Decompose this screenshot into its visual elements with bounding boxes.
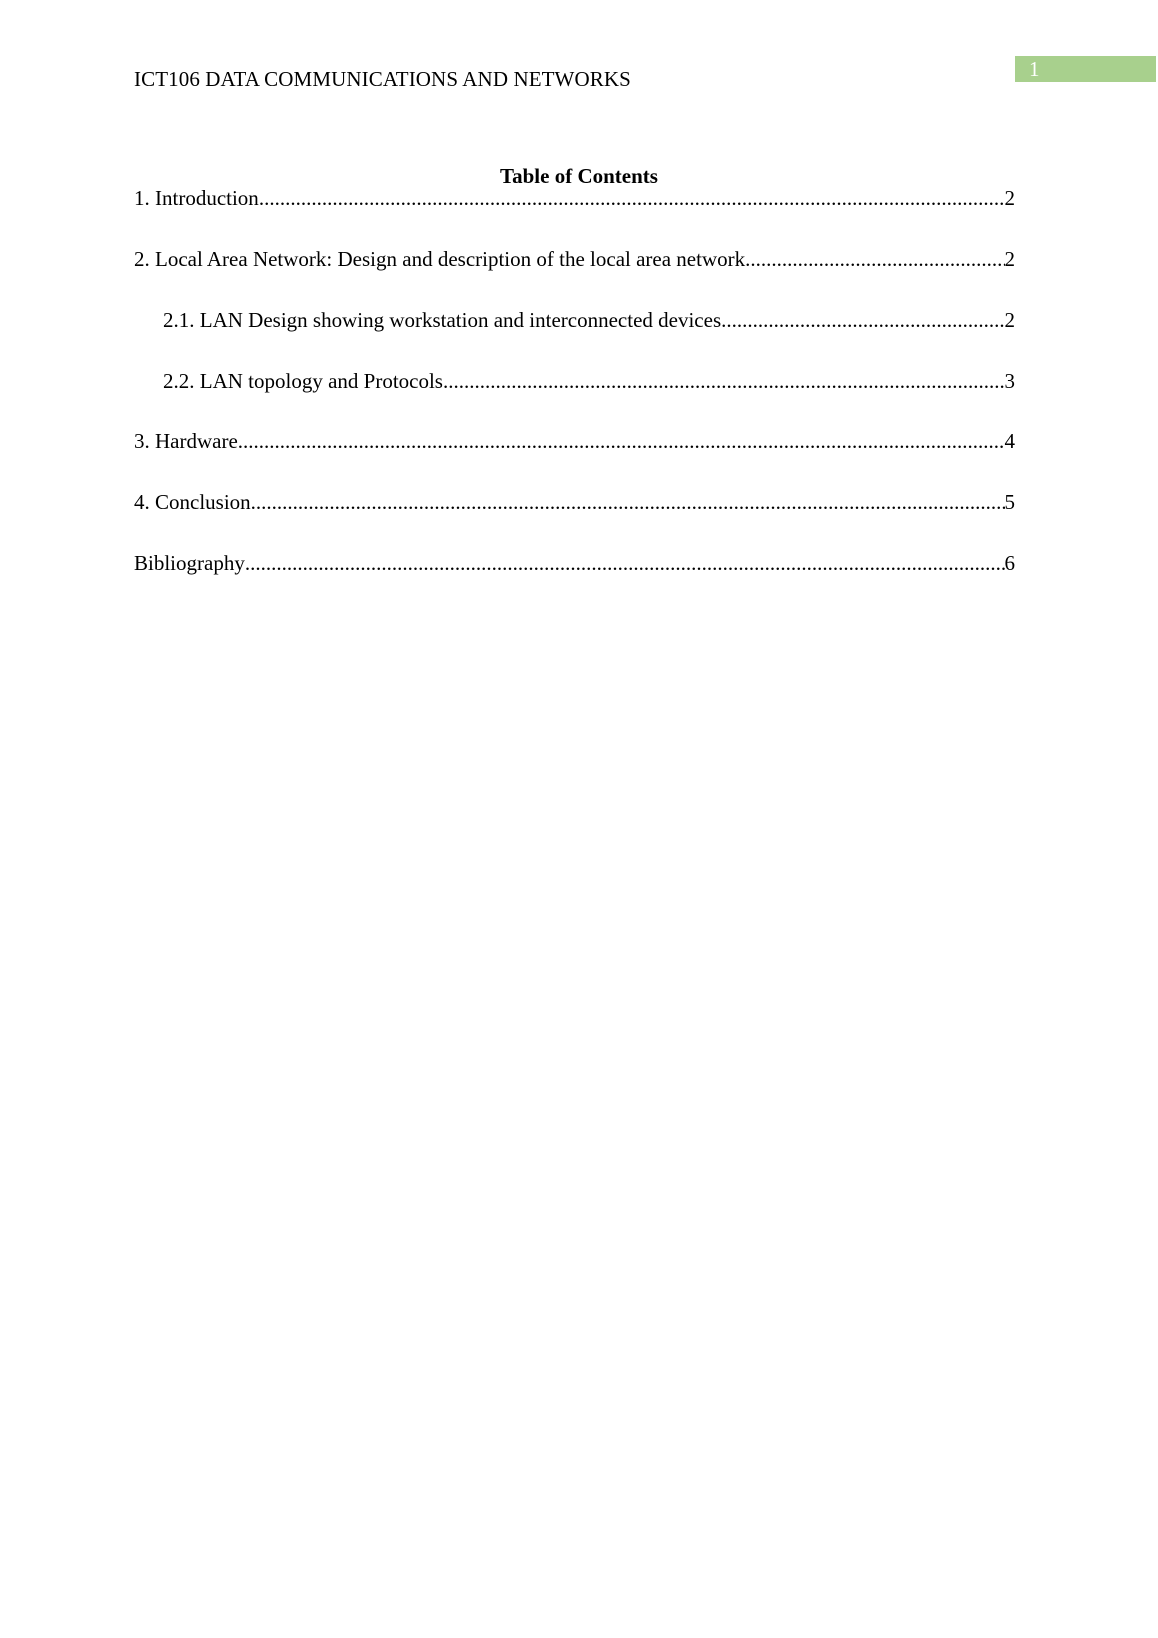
toc-entry-hardware[interactable]	[134, 428, 1015, 454]
toc-entry-bibliography[interactable]	[134, 550, 1015, 576]
toc-entry-page: 3	[1004, 369, 1015, 393]
toc-dot-leader	[238, 428, 1005, 454]
toc-entry-conclusion[interactable]	[134, 489, 1015, 515]
toc-dot-leader	[443, 368, 1005, 394]
toc-entry-page: 2	[1004, 308, 1015, 332]
page-number: 1	[1029, 57, 1040, 81]
toc-entry-page: 5	[1004, 490, 1015, 514]
running-header-title: ICT106 DATA COMMUNICATIONS AND NETWORKS	[134, 67, 631, 91]
toc-entry-page: 2	[1004, 186, 1015, 210]
toc-dot-leader	[721, 307, 1004, 333]
toc-entry-page: 6	[1004, 551, 1015, 575]
toc-entry-lan-design[interactable]	[163, 307, 1015, 333]
toc-entry-page: 4	[1004, 429, 1015, 453]
toc-entry-label: Bibliography	[134, 551, 245, 575]
toc-heading: Table of Contents	[500, 164, 658, 188]
toc-dot-leader	[245, 550, 1005, 576]
toc-dot-leader	[251, 489, 1005, 515]
toc-dot-leader	[259, 185, 1005, 211]
toc-entry-page: 2	[1004, 247, 1015, 271]
toc-entry-lan-topology[interactable]	[163, 368, 1015, 394]
toc-entry-label: 4. Conclusion	[134, 490, 251, 514]
page-number-badge	[1015, 56, 1156, 82]
toc-entry-local-area-network[interactable]	[134, 246, 1015, 272]
toc-entry-label: 2.1. LAN Design showing workstation and interconnected devices	[163, 308, 722, 332]
toc-entry-introduction[interactable]	[134, 185, 1015, 211]
toc-entry-label: 3. Hardware	[134, 429, 238, 453]
toc-entry-label: 2.2. LAN topology and Protocols	[163, 369, 443, 393]
toc-entry-label: 1. Introduction	[134, 186, 259, 210]
toc-entry-label: 2. Local Area Network: Design and description of the local area network	[134, 247, 746, 271]
toc-dot-leader	[745, 246, 1004, 272]
